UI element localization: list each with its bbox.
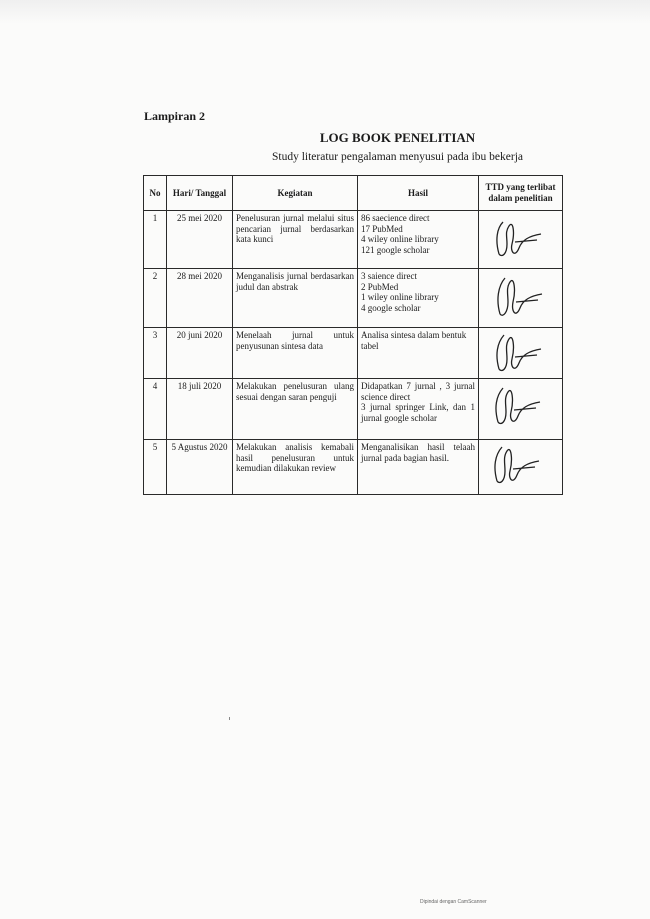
row-date: 5 Agustus 2020 [167,440,233,495]
row-date: 18 juli 2020 [167,379,233,440]
row-results [358,211,479,269]
result-line: 4 google scholar [361,302,421,313]
table-row [144,328,563,379]
row-signature [479,379,563,440]
column-header-no: No [144,176,167,211]
result-line: 17 PubMed [361,223,403,234]
row-activity: Menelaah jurnal untuk penyusunan sintesa data [233,328,358,379]
row-signature [479,211,563,269]
row-results [358,440,479,495]
row-activity: Menganalisis jurnal berdasarkan judul dan abstrak [233,269,358,328]
row-number: 5 [144,440,167,495]
page-title: LOG BOOK PENELITIAN [319,130,476,145]
result-line: 86 saecience direct [361,213,430,223]
attachment-label: Lampiran 2 [144,109,206,123]
row-results [358,328,479,379]
scan-shadow [0,0,650,24]
row-activity: Melakukan penelusuran ulang sesuai dengan saran penguji [233,379,358,440]
row-number: 4 [144,379,167,440]
result-line: 3 saience direct [361,271,417,281]
row-number: 2 [144,269,167,328]
row-activity: Penelusuran jurnal melalui situs pencarian jurnal berdasarkan kata kunci [233,211,358,269]
column-header-signature: TTD yang terlibat dalam penelitian [479,176,563,211]
handwritten-signature [485,331,545,379]
handwritten-signature [485,382,545,432]
page-subtitle: Study literatur pengalaman menyusui pada ibu bekerja [271,151,523,163]
table-row [144,379,563,440]
row-signature [479,440,563,495]
row-number: 3 [144,328,167,379]
column-header-date: Hari/ Tanggal [167,176,233,211]
column-header-result: Hasil [358,176,479,211]
log-book-table [143,175,563,495]
row-signature [479,269,563,328]
row-signature [479,328,563,379]
table-row [144,440,563,495]
table-row [144,269,563,328]
row-date: 25 mei 2020 [167,211,233,269]
row-date: 20 juni 2020 [167,328,233,379]
result-line: 1 wiley online library [361,292,439,303]
row-results [358,269,479,328]
row-number: 1 [144,211,167,269]
table-header-row [144,176,563,211]
result-line: Didapatkan 7 jurnal , 3 jurnal science direct [361,381,475,402]
table-row [144,211,563,269]
row-results [358,379,479,440]
result-line: Menganalisikan hasil telaah jurnal pada bagian hasil. [361,442,475,463]
result-line: 2 PubMed [361,281,399,292]
handwritten-signature [485,214,545,264]
row-activity: Melakukan analisis kemabali hasil penelusuran untuk kemudian dilakukan review [233,440,358,495]
result-line: 3 jurnal springer Link, dan 1 jurnal google scholar [361,402,475,423]
handwritten-signature [485,443,545,493]
column-header-activity: Kegiatan [233,176,358,211]
handwritten-signature [485,272,545,322]
row-date: 28 mei 2020 [167,269,233,328]
result-line: Analisa sintesa dalam bentuk tabel [361,330,467,351]
scan-speck [229,717,230,720]
result-line: 4 wiley online library [361,234,439,245]
scanner-watermark: Dipindai dengan CamScanner [420,899,487,905]
result-line: 121 google scholar [361,244,430,255]
